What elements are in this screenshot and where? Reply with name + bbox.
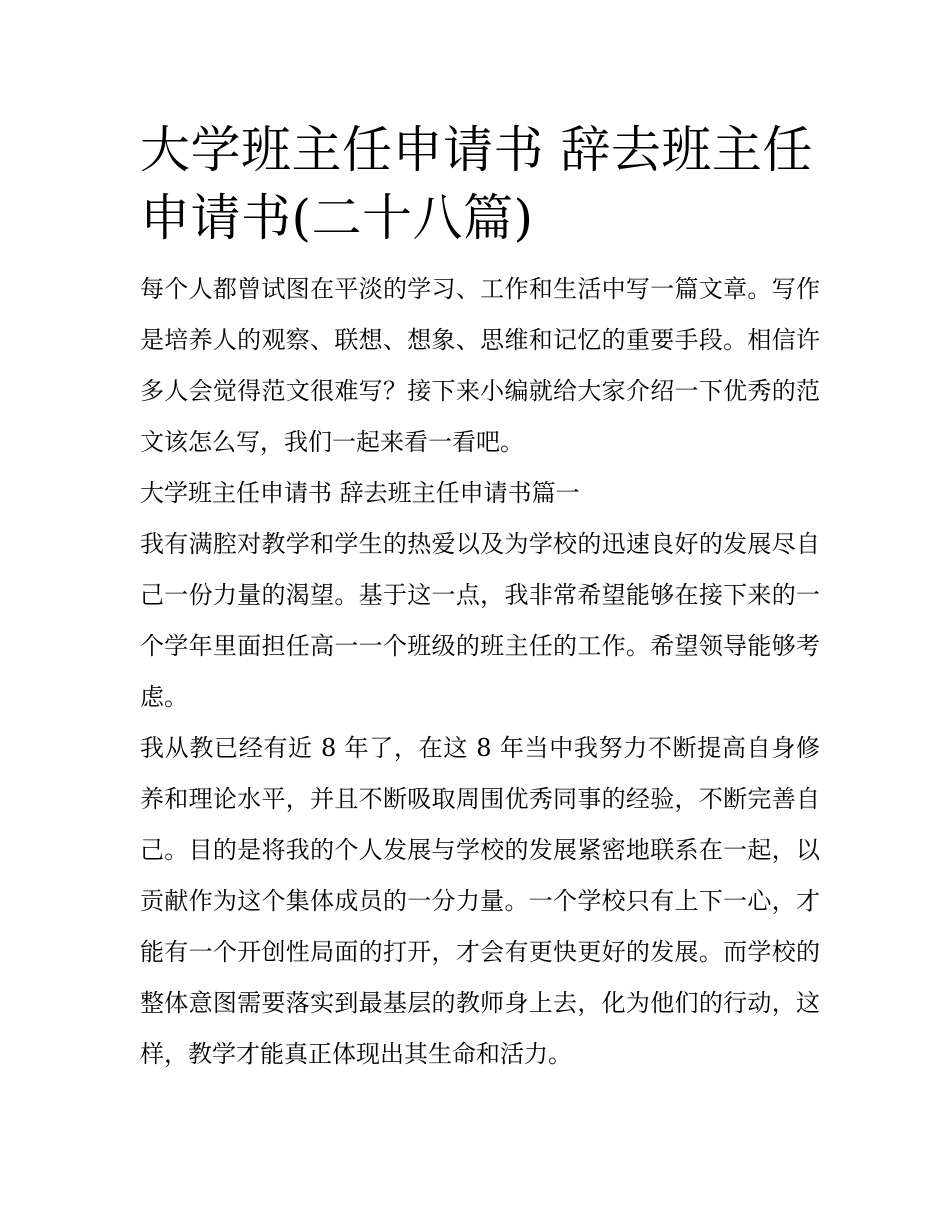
intro-paragraph: 每个人都曾试图在平淡的学习、工作和生活中写一篇文章。写作是培养人的观察、联想、想象、思维和记忆的重要手段。相信许多人会觉得范文很难写？接下来小编就给大家介绍一下优秀的范文该怎么写，我们一起来看一看吧。 [140, 275, 820, 456]
body-paragraph-2: 我从教已经有近 8 年了，在这 8 年当中我努力不断提高自身修养和理论水平，并且不断吸取周围优秀同事的经验，不断完善自己。目的是将我的个人发展与学校的发展紧密地联系在一起，以贡献作为这个集体成员的一分力量。一个学校只有上下一心，才能有一个开创性局面的打开，才会有更快更好的发展。而学校的整体意图需要落实到最基层的教师身上去，化为他们的行动，这样，教学才能真正体现出其生命和活力。 [140, 734, 820, 1068]
body-paragraph-1: 我有满腔对教学和学生的热爱以及为学校的迅速良好的发展尽自己一份力量的渴望。基于这一点，我非常希望能够在接下来的一个学年里面担任高一一个班级的班主任的工作。希望领导能够考虑。 [140, 530, 820, 711]
document-title: 大学班主任申请书 辞去班主任申请书(二十八篇) [140, 121, 813, 247]
document-page [140, 116, 820, 1080]
document-body [140, 264, 820, 1080]
section-heading: 大学班主任申请书 辞去班主任申请书篇一 [140, 479, 580, 507]
